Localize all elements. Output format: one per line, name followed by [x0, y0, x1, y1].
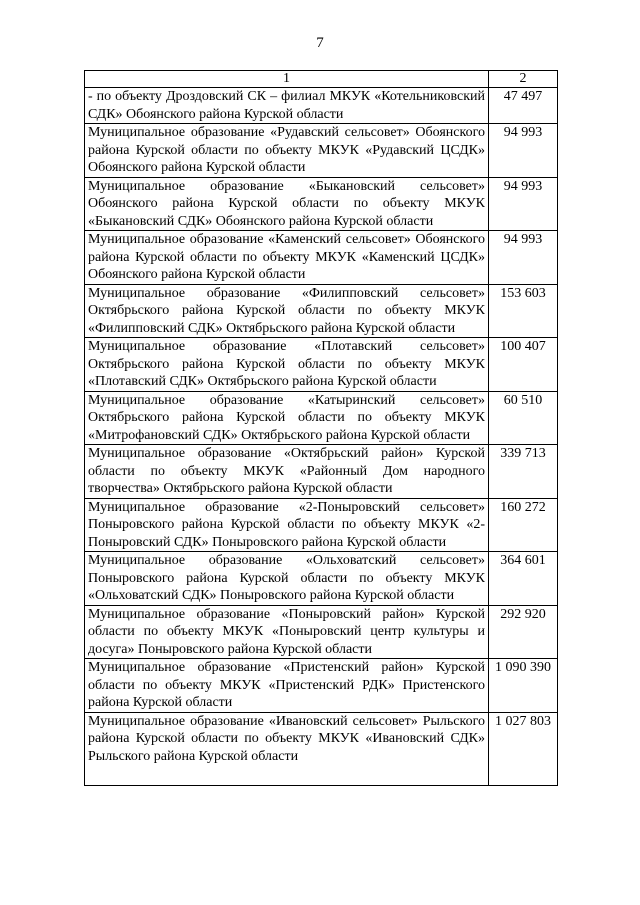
row-description: Муниципальное образование «Поныровский район» Курской области по объекту МКУК «Поныровский центр культуры и досуга» Поныровского района Курской области: [85, 605, 489, 659]
row-description: - по объекту Дроздовский СК – филиал МКУК «Котельниковский СДК» Обоянского района Курской области: [85, 88, 489, 124]
table-row: [85, 552, 558, 606]
row-description: Муниципальное образование «Плотавский сельсовет» Октябрьского района Курской области по объекту МКУК «Плотавский СДК» Октябрьского района Курской области: [85, 338, 489, 392]
table-row: [85, 498, 558, 552]
row-description: Муниципальное образование «Ольховатский сельсовет» Поныровского района Курской области по объекту МКУК «Ольховатский СДК» Поныровского района Курской области: [85, 552, 489, 606]
row-amount: 100 407: [489, 338, 558, 392]
table-row: [85, 88, 558, 124]
row-description: Муниципальное образование «2-Поныровский сельсовет» Поныровского района Курской области по объекту МКУК «2-Поныровский СДК» Поныровского района Курской области: [85, 498, 489, 552]
table-row: [85, 605, 558, 659]
table-row: [85, 712, 558, 785]
row-amount: 94 993: [489, 231, 558, 285]
table-row: [85, 177, 558, 231]
row-amount: 1 090 390: [489, 659, 558, 713]
row-amount: 1 027 803: [489, 712, 558, 785]
table-row: [85, 391, 558, 445]
column-header-2: 2: [489, 71, 558, 88]
row-amount: 60 510: [489, 391, 558, 445]
row-description: Муниципальное образование «Каменский сельсовет» Обоянского района Курской области по объекту МКУК «Каменский ЦСДК» Обоянского района Курской области: [85, 231, 489, 285]
row-amount: 47 497: [489, 88, 558, 124]
table-row: [85, 445, 558, 499]
row-description: Муниципальное образование «Быкановский сельсовет» Обоянского района Курской области по объекту МКУК «Быкановский СДК» Обоянского района Курской области: [85, 177, 489, 231]
row-description: Муниципальное образование «Филипповский сельсовет» Октябрьского района Курской области по объекту МКУК «Филипповский СДК» Октябрьского района Курской области: [85, 284, 489, 338]
row-amount: 160 272: [489, 498, 558, 552]
table-row: [85, 284, 558, 338]
row-description: Муниципальное образование «Катыринский сельсовет» Октябрьского района Курской области по объекту МКУК «Митрофановский СДК» Октябрьского района Курской области: [85, 391, 489, 445]
row-amount: 339 713: [489, 445, 558, 499]
page-number: 7: [316, 35, 324, 51]
row-amount: 153 603: [489, 284, 558, 338]
table-row: [85, 338, 558, 392]
row-description: Муниципальное образование «Ивановский сельсовет» Рыльского района Курской области по объекту МКУК «Ивановский СДК» Рыльского района Курской области: [85, 712, 489, 785]
row-amount: 364 601: [489, 552, 558, 606]
row-description: Муниципальное образование «Пристенский район» Курской области по объекту МКУК «Пристенский РДК» Пристенского района Курской области: [85, 659, 489, 713]
column-header-1: 1: [85, 71, 489, 88]
row-description: Муниципальное образование «Октябрьский район» Курской области по объекту МКУК «Районный Дом народного творчества» Октябрьского района Курской области: [85, 445, 489, 499]
funding-table: [84, 70, 558, 786]
table-row: [85, 659, 558, 713]
row-amount: 292 920: [489, 605, 558, 659]
table-row: [85, 231, 558, 285]
row-amount: 94 993: [489, 124, 558, 178]
table-row: [85, 124, 558, 178]
row-amount: 94 993: [489, 177, 558, 231]
table-header-row: [85, 71, 558, 88]
row-description: Муниципальное образование «Рудавский сельсовет» Обоянского района Курской области по объекту МКУК «Рудавский ЦСДК» Обоянского района Курской области: [85, 124, 489, 178]
